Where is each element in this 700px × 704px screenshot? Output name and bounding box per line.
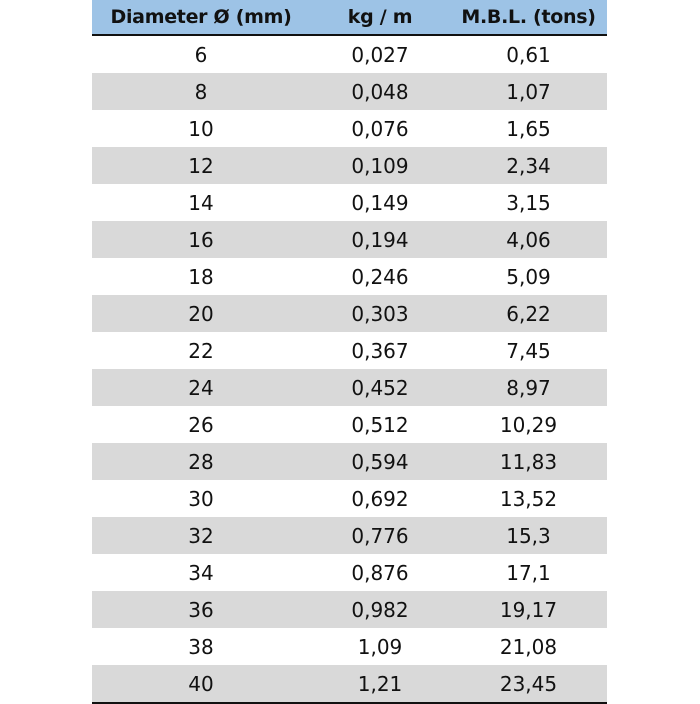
- cell-mbl: 17,1: [450, 554, 607, 591]
- cell-weight-per-meter: 0,076: [310, 110, 450, 147]
- cell-weight-per-meter: 0,876: [310, 554, 450, 591]
- table-row: [92, 628, 607, 665]
- cell-weight-per-meter: 0,452: [310, 369, 450, 406]
- cell-weight-per-meter: 0,692: [310, 480, 450, 517]
- table-row: [92, 665, 607, 703]
- cell-diameter: 18: [92, 258, 310, 295]
- cell-diameter: 36: [92, 591, 310, 628]
- cell-diameter: 34: [92, 554, 310, 591]
- specification-table-container: [92, 0, 607, 704]
- table-body: [92, 35, 607, 703]
- cell-mbl: 23,45: [450, 665, 607, 703]
- table-row: [92, 184, 607, 221]
- cell-weight-per-meter: 0,367: [310, 332, 450, 369]
- table-row: [92, 443, 607, 480]
- cell-diameter: 12: [92, 147, 310, 184]
- table-row: [92, 591, 607, 628]
- cell-diameter: 8: [92, 73, 310, 110]
- table-header: [92, 0, 607, 35]
- cell-mbl: 4,06: [450, 221, 607, 258]
- cell-mbl: 6,22: [450, 295, 607, 332]
- cell-weight-per-meter: 0,109: [310, 147, 450, 184]
- cell-mbl: 0,61: [450, 35, 607, 73]
- cell-diameter: 20: [92, 295, 310, 332]
- cell-weight-per-meter: 0,194: [310, 221, 450, 258]
- cell-mbl: 10,29: [450, 406, 607, 443]
- cell-mbl: 5,09: [450, 258, 607, 295]
- table-row: [92, 73, 607, 110]
- cell-weight-per-meter: 0,982: [310, 591, 450, 628]
- cell-mbl: 1,65: [450, 110, 607, 147]
- table-row: [92, 406, 607, 443]
- table-row: [92, 480, 607, 517]
- header-mbl: M.B.L. (tons): [450, 0, 607, 35]
- table-row: [92, 332, 607, 369]
- cell-weight-per-meter: 0,149: [310, 184, 450, 221]
- cell-mbl: 21,08: [450, 628, 607, 665]
- cell-diameter: 26: [92, 406, 310, 443]
- table-row: [92, 554, 607, 591]
- cell-mbl: 3,15: [450, 184, 607, 221]
- cell-diameter: 10: [92, 110, 310, 147]
- cell-weight-per-meter: 0,048: [310, 73, 450, 110]
- cell-weight-per-meter: 0,246: [310, 258, 450, 295]
- cell-diameter: 22: [92, 332, 310, 369]
- table-row: [92, 517, 607, 554]
- cell-weight-per-meter: 0,776: [310, 517, 450, 554]
- cell-diameter: 14: [92, 184, 310, 221]
- cell-weight-per-meter: 0,027: [310, 35, 450, 73]
- table-row: [92, 221, 607, 258]
- header-row: [92, 0, 607, 35]
- table-row: [92, 295, 607, 332]
- table-row: [92, 147, 607, 184]
- cell-mbl: 7,45: [450, 332, 607, 369]
- cell-weight-per-meter: 0,594: [310, 443, 450, 480]
- cell-mbl: 13,52: [450, 480, 607, 517]
- header-weight-per-meter: kg / m: [310, 0, 450, 35]
- table-row: [92, 110, 607, 147]
- cell-diameter: 38: [92, 628, 310, 665]
- rope-specification-table: [92, 0, 607, 704]
- table-row: [92, 258, 607, 295]
- cell-mbl: 2,34: [450, 147, 607, 184]
- cell-diameter: 16: [92, 221, 310, 258]
- cell-weight-per-meter: 1,21: [310, 665, 450, 703]
- header-diameter: Diameter Ø (mm): [92, 0, 310, 35]
- cell-weight-per-meter: 0,512: [310, 406, 450, 443]
- cell-weight-per-meter: 1,09: [310, 628, 450, 665]
- cell-diameter: 28: [92, 443, 310, 480]
- cell-diameter: 24: [92, 369, 310, 406]
- cell-diameter: 30: [92, 480, 310, 517]
- cell-mbl: 11,83: [450, 443, 607, 480]
- cell-mbl: 8,97: [450, 369, 607, 406]
- table-row: [92, 35, 607, 73]
- cell-mbl: 1,07: [450, 73, 607, 110]
- cell-weight-per-meter: 0,303: [310, 295, 450, 332]
- cell-mbl: 15,3: [450, 517, 607, 554]
- cell-diameter: 32: [92, 517, 310, 554]
- cell-diameter: 40: [92, 665, 310, 703]
- cell-mbl: 19,17: [450, 591, 607, 628]
- cell-diameter: 6: [92, 35, 310, 73]
- table-row: [92, 369, 607, 406]
